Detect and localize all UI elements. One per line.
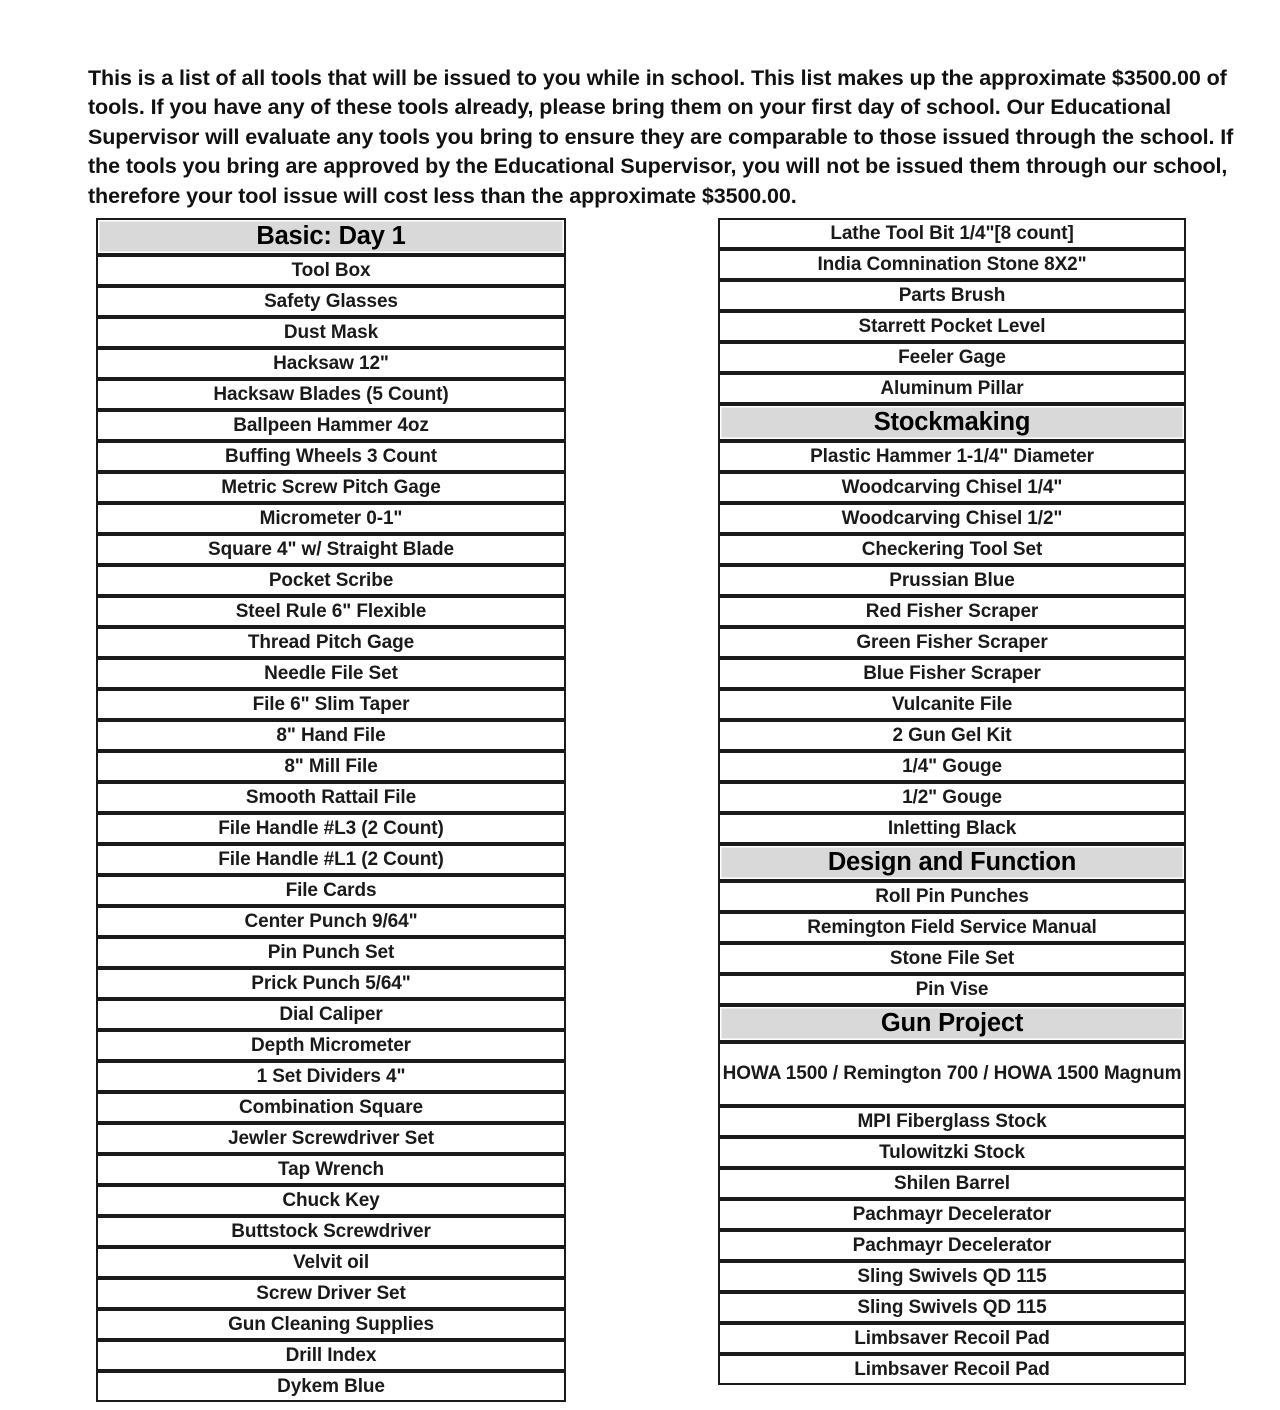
tool-item-lathe-tool-bit-148-count bbox=[718, 218, 1186, 249]
table-row bbox=[718, 1261, 1186, 1292]
table-row bbox=[96, 1216, 566, 1247]
table-row bbox=[96, 1185, 566, 1216]
tool-item-label: 8" Hand File bbox=[276, 725, 386, 746]
tool-item-label: Safety Glasses bbox=[264, 291, 398, 312]
tool-list-left-body bbox=[96, 218, 566, 1402]
tool-item-pocket-scribe bbox=[96, 565, 566, 596]
tool-item-micrometer-0-1 bbox=[96, 503, 566, 534]
tool-item-mpi-fiberglass-stock bbox=[718, 1106, 1186, 1137]
tool-item-red-fisher-scraper bbox=[718, 596, 1186, 627]
table-row bbox=[96, 1061, 566, 1092]
table-row bbox=[96, 906, 566, 937]
table-row bbox=[96, 255, 566, 286]
table-row bbox=[96, 875, 566, 906]
table-row bbox=[718, 280, 1186, 311]
tool-item-buffing-wheels-3-count bbox=[96, 441, 566, 472]
tool-item-file-handle-l1-2-count bbox=[96, 844, 566, 875]
tool-item-label: Prick Punch 5/64" bbox=[251, 973, 411, 994]
tool-item-label: Woodcarving Chisel 1/2" bbox=[841, 508, 1063, 529]
tool-item-buttstock-screwdriver bbox=[96, 1216, 566, 1247]
tool-item-label: 2 Gun Gel Kit bbox=[892, 725, 1012, 746]
tool-item-thread-pitch-gage bbox=[96, 627, 566, 658]
tool-item-safety-glasses bbox=[96, 286, 566, 317]
section-header-label: Basic: Day 1 bbox=[256, 222, 406, 250]
tool-item-dykem-blue bbox=[96, 1371, 566, 1402]
tool-item-label: Drill Index bbox=[285, 1345, 377, 1366]
tool-item-label: Hacksaw 12" bbox=[273, 353, 389, 374]
tool-item-roll-pin-punches bbox=[718, 881, 1186, 912]
table-row bbox=[96, 596, 566, 627]
table-row bbox=[718, 1199, 1186, 1230]
tool-item-steel-rule-6-flexible bbox=[96, 596, 566, 627]
table-row bbox=[96, 534, 566, 565]
tool-item-label: Dial Caliper bbox=[279, 1004, 383, 1025]
tool-item-label: Vulcanite File bbox=[891, 694, 1013, 715]
tool-item-label: Smooth Rattail File bbox=[245, 787, 417, 808]
tool-item-label: Blue Fisher Scraper bbox=[863, 663, 1041, 684]
tool-item-label: Metric Screw Pitch Gage bbox=[221, 477, 441, 498]
tool-item-chuck-key bbox=[96, 1185, 566, 1216]
table-row bbox=[718, 1323, 1186, 1354]
tool-item-label: Dust Mask bbox=[283, 322, 379, 343]
tool-list-table-right bbox=[718, 218, 1186, 1385]
tool-item-metric-screw-pitch-gage bbox=[96, 472, 566, 503]
tool-item-label: File Cards bbox=[285, 880, 377, 901]
tool-item-sling-swivels-qd-115 bbox=[718, 1292, 1186, 1323]
tool-item-label: Starrett Pocket Level bbox=[858, 316, 1046, 337]
tool-item-green-fisher-scraper bbox=[718, 627, 1186, 658]
tool-item-combination-square bbox=[96, 1092, 566, 1123]
table-row bbox=[96, 379, 566, 410]
table-row bbox=[718, 1106, 1186, 1137]
tool-item-label: Needle File Set bbox=[264, 663, 398, 684]
tool-item-label: File 6" Slim Taper bbox=[252, 694, 410, 715]
table-row bbox=[96, 1309, 566, 1340]
tool-item-dial-caliper bbox=[96, 999, 566, 1030]
tool-item-label: Dykem Blue bbox=[277, 1376, 385, 1397]
tool-item-label: Roll Pin Punches bbox=[875, 886, 1029, 907]
tool-item-screw-driver-set bbox=[96, 1278, 566, 1309]
tool-item-prick-punch-564 bbox=[96, 968, 566, 999]
tool-item-woodcarving-chisel-12 bbox=[718, 503, 1186, 534]
table-row bbox=[718, 813, 1186, 844]
tool-item-label: Limbsaver Recoil Pad bbox=[854, 1359, 1050, 1380]
table-row bbox=[718, 1137, 1186, 1168]
table-row bbox=[96, 1030, 566, 1061]
tool-item-ballpeen-hammer-4oz bbox=[96, 410, 566, 441]
tool-item-smooth-rattail-file bbox=[96, 782, 566, 813]
tool-item-label: Steel Rule 6" Flexible bbox=[235, 601, 427, 622]
table-row bbox=[96, 751, 566, 782]
tool-item-label: Pachmayr Decelerator bbox=[852, 1204, 1052, 1225]
table-row bbox=[96, 627, 566, 658]
tool-item-aluminum-pillar bbox=[718, 373, 1186, 404]
tool-item-prussian-blue bbox=[718, 565, 1186, 596]
table-row bbox=[96, 658, 566, 689]
tool-item-label: Ballpeen Hammer 4oz bbox=[233, 415, 429, 436]
tool-item-pin-vise bbox=[718, 974, 1186, 1005]
table-row bbox=[718, 311, 1186, 342]
table-row bbox=[96, 937, 566, 968]
table-row bbox=[718, 720, 1186, 751]
tool-item-label: Sling Swivels QD 115 bbox=[857, 1266, 1047, 1287]
table-row bbox=[96, 503, 566, 534]
table-row bbox=[718, 342, 1186, 373]
tool-item-label: Center Punch 9/64" bbox=[244, 911, 418, 932]
tool-item-tulowitzki-stock bbox=[718, 1137, 1186, 1168]
tool-item-label: Woodcarving Chisel 1/4" bbox=[841, 477, 1063, 498]
tool-item-label: Micrometer 0-1" bbox=[259, 508, 403, 529]
table-row bbox=[718, 534, 1186, 565]
tool-item-parts-brush bbox=[718, 280, 1186, 311]
tool-item-label: File Handle #L1 (2 Count) bbox=[218, 849, 444, 870]
tool-list-right-body bbox=[718, 218, 1186, 1385]
tool-item-inletting-black bbox=[718, 813, 1186, 844]
tool-item-label: Inletting Black bbox=[887, 818, 1017, 839]
tool-item-label: Parts Brush bbox=[898, 285, 1006, 306]
section-header-row bbox=[718, 404, 1186, 441]
tool-item-1-set-dividers-4 bbox=[96, 1061, 566, 1092]
tool-item-label: Chuck Key bbox=[282, 1190, 380, 1211]
table-row bbox=[96, 286, 566, 317]
tool-item-label: Tulowitzki Stock bbox=[879, 1142, 1025, 1163]
tool-item-sling-swivels-qd-115 bbox=[718, 1261, 1186, 1292]
table-row bbox=[718, 441, 1186, 472]
tool-item-file-cards bbox=[96, 875, 566, 906]
table-row bbox=[96, 1278, 566, 1309]
tool-item-12-gouge bbox=[718, 782, 1186, 813]
tool-item-label: Thread Pitch Gage bbox=[247, 632, 415, 653]
tool-item-label: Remington Field Service Manual bbox=[807, 917, 1097, 938]
tool-item-vulcanite-file bbox=[718, 689, 1186, 720]
section-header-row bbox=[718, 1005, 1186, 1042]
tool-item-label: Limbsaver Recoil Pad bbox=[854, 1328, 1050, 1349]
table-row bbox=[718, 565, 1186, 596]
table-row bbox=[96, 689, 566, 720]
table-row bbox=[718, 751, 1186, 782]
tool-item-label: Pachmayr Decelerator bbox=[852, 1235, 1052, 1256]
tool-item-label: Red Fisher Scraper bbox=[865, 601, 1039, 622]
tool-item-label: Plastic Hammer 1-1/4" Diameter bbox=[810, 446, 1094, 467]
tool-item-label: HOWA 1500 / Remington 700 / HOWA 1500 Magnum bbox=[722, 1062, 1182, 1084]
tool-item-tap-wrench bbox=[96, 1154, 566, 1185]
table-row bbox=[96, 348, 566, 379]
table-row bbox=[718, 596, 1186, 627]
tool-item-label: Tool Box bbox=[291, 260, 371, 281]
tool-item-label: MPI Fiberglass Stock bbox=[857, 1111, 1047, 1132]
tool-item-limbsaver-recoil-pad bbox=[718, 1323, 1186, 1354]
table-row bbox=[718, 373, 1186, 404]
section-header-basic-day-1 bbox=[96, 218, 566, 255]
section-header-stockmaking bbox=[718, 404, 1186, 441]
tool-item-dust-mask bbox=[96, 317, 566, 348]
table-row bbox=[96, 1123, 566, 1154]
section-header-label: Gun Project bbox=[880, 1009, 1024, 1037]
tool-item-label: Checkering Tool Set bbox=[861, 539, 1043, 560]
table-row bbox=[718, 658, 1186, 689]
tool-item-label: Buffing Wheels 3 Count bbox=[224, 446, 438, 467]
tool-item-8-hand-file bbox=[96, 720, 566, 751]
tool-item-woodcarving-chisel-14 bbox=[718, 472, 1186, 503]
table-row bbox=[718, 881, 1186, 912]
table-row bbox=[96, 565, 566, 596]
tool-item-label: Pin Vise bbox=[915, 979, 989, 1000]
table-row bbox=[718, 912, 1186, 943]
tool-item-label: 1 Set Dividers 4" bbox=[256, 1066, 406, 1087]
tool-item-label: 8" Mill File bbox=[284, 756, 378, 777]
tool-item-label: Gun Cleaning Supplies bbox=[228, 1314, 434, 1335]
table-row bbox=[718, 943, 1186, 974]
tool-item-label: Screw Driver Set bbox=[256, 1283, 406, 1304]
tool-item-label: Square 4" w/ Straight Blade bbox=[208, 539, 454, 560]
tool-item-drill-index bbox=[96, 1340, 566, 1371]
tool-item-label: Velvit oil bbox=[292, 1252, 370, 1273]
tool-item-stone-file-set bbox=[718, 943, 1186, 974]
table-row bbox=[718, 782, 1186, 813]
tool-item-label: File Handle #L3 (2 Count) bbox=[218, 818, 444, 839]
tool-item-center-punch-964 bbox=[96, 906, 566, 937]
section-header-row bbox=[96, 218, 566, 255]
tool-item-label: Sling Swivels QD 115 bbox=[857, 1297, 1047, 1318]
table-row bbox=[96, 410, 566, 441]
table-row bbox=[718, 689, 1186, 720]
tool-item-plastic-hammer-1-14-diameter bbox=[718, 441, 1186, 472]
table-row bbox=[718, 503, 1186, 534]
tool-item-remington-field-service-manual bbox=[718, 912, 1186, 943]
section-header-gun-project bbox=[718, 1005, 1186, 1042]
section-header-label: Design and Function bbox=[827, 848, 1077, 876]
tool-item-howa-1500-remington-700-howa-1500-magnum bbox=[718, 1042, 1186, 1106]
tool-item-label: Stone File Set bbox=[889, 948, 1015, 969]
tool-item-starrett-pocket-level bbox=[718, 311, 1186, 342]
tool-item-2-gun-gel-kit bbox=[718, 720, 1186, 751]
tool-item-file-6-slim-taper bbox=[96, 689, 566, 720]
tool-item-pachmayr-decelerator bbox=[718, 1230, 1186, 1261]
table-row bbox=[96, 844, 566, 875]
table-row bbox=[96, 968, 566, 999]
tool-item-label: Feeler Gage bbox=[898, 347, 1006, 368]
tool-item-label: Buttstock Screwdriver bbox=[231, 1221, 431, 1242]
tool-list-table-left bbox=[96, 218, 566, 1402]
tool-item-label: Tap Wrench bbox=[278, 1159, 384, 1180]
tool-item-label: Jewler Screwdriver Set bbox=[228, 1128, 434, 1149]
tool-item-feeler-gage bbox=[718, 342, 1186, 373]
tool-item-label: 1/2" Gouge bbox=[902, 787, 1002, 808]
tool-item-label: Pin Punch Set bbox=[267, 942, 395, 963]
tool-item-pachmayr-decelerator bbox=[718, 1199, 1186, 1230]
table-row bbox=[718, 249, 1186, 280]
tool-item-label: India Comnination Stone 8X2" bbox=[817, 254, 1087, 275]
tool-item-checkering-tool-set bbox=[718, 534, 1186, 565]
tool-item-label: Pocket Scribe bbox=[268, 570, 394, 591]
section-header-row bbox=[718, 844, 1186, 881]
table-row bbox=[718, 472, 1186, 503]
tool-item-label: Prussian Blue bbox=[889, 570, 1015, 591]
table-row bbox=[718, 627, 1186, 658]
tool-item-pin-punch-set bbox=[96, 937, 566, 968]
intro-paragraph: This is a list of all tools that will be issued to you while in school. This list makes up the approximate $3500.00 of tools. If you have any of these tools already, please bring them on your first day of school. Our Educational Supervisor will evaluate any tools you bring to ensure they are comparable to those issued through the school. If the tools you bring are approved by the Educational Supervisor, you will not be issued them through our school, therefore your tool issue will cost less than the approximate $3500.00. bbox=[88, 65, 1234, 208]
tool-item-label: Shilen Barrel bbox=[894, 1173, 1010, 1194]
table-row bbox=[718, 1042, 1186, 1106]
table-row bbox=[96, 999, 566, 1030]
table-row bbox=[718, 1230, 1186, 1261]
tool-item-gun-cleaning-supplies bbox=[96, 1309, 566, 1340]
tool-item-8-mill-file bbox=[96, 751, 566, 782]
table-row bbox=[96, 720, 566, 751]
tool-item-depth-micrometer bbox=[96, 1030, 566, 1061]
tool-item-india-comnination-stone-8x2 bbox=[718, 249, 1186, 280]
table-row bbox=[96, 472, 566, 503]
table-row bbox=[718, 1354, 1186, 1385]
table-row bbox=[96, 813, 566, 844]
table-row bbox=[718, 974, 1186, 1005]
table-row bbox=[718, 218, 1186, 249]
tool-item-label: Aluminum Pillar bbox=[880, 378, 1024, 399]
tool-item-hacksaw-12 bbox=[96, 348, 566, 379]
table-row bbox=[96, 1247, 566, 1278]
table-row bbox=[96, 1340, 566, 1371]
table-row bbox=[718, 1168, 1186, 1199]
tool-item-label: Depth Micrometer bbox=[251, 1035, 411, 1056]
tool-item-file-handle-l3-2-count bbox=[96, 813, 566, 844]
table-row bbox=[718, 1292, 1186, 1323]
tool-item-label: Hacksaw Blades (5 Count) bbox=[213, 384, 449, 405]
table-row bbox=[96, 1154, 566, 1185]
tool-item-jewler-screwdriver-set bbox=[96, 1123, 566, 1154]
table-row bbox=[96, 317, 566, 348]
tool-item-tool-box bbox=[96, 255, 566, 286]
table-row bbox=[96, 1371, 566, 1402]
tool-item-velvit-oil bbox=[96, 1247, 566, 1278]
section-header-label: Stockmaking bbox=[873, 408, 1031, 436]
section-header-design-and-function bbox=[718, 844, 1186, 881]
tool-item-label: Green Fisher Scraper bbox=[856, 632, 1048, 653]
tool-item-label: Combination Square bbox=[239, 1097, 423, 1118]
tool-item-hacksaw-blades-5-count bbox=[96, 379, 566, 410]
tool-item-square-4-w-straight-blade bbox=[96, 534, 566, 565]
tool-item-label: 1/4" Gouge bbox=[902, 756, 1002, 777]
tool-item-shilen-barrel bbox=[718, 1168, 1186, 1199]
tool-item-blue-fisher-scraper bbox=[718, 658, 1186, 689]
table-row bbox=[96, 441, 566, 472]
tool-item-needle-file-set bbox=[96, 658, 566, 689]
table-row bbox=[96, 1092, 566, 1123]
tool-item-limbsaver-recoil-pad bbox=[718, 1354, 1186, 1385]
table-row bbox=[96, 782, 566, 813]
tool-item-14-gouge bbox=[718, 751, 1186, 782]
tool-item-label: Lathe Tool Bit 1/4"[8 count] bbox=[830, 223, 1074, 244]
